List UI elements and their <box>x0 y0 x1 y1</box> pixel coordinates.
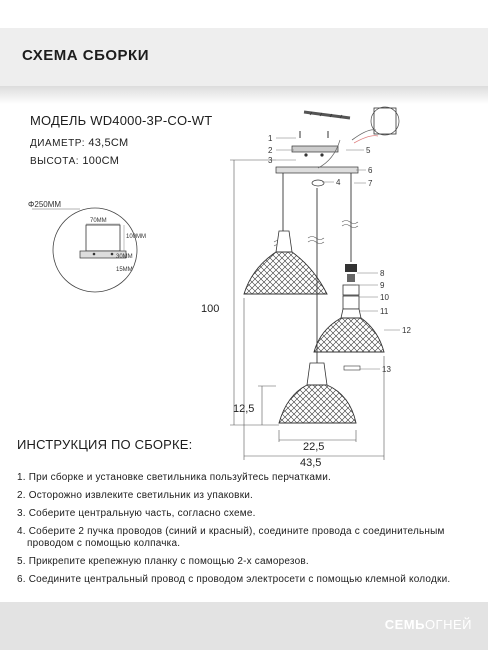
shade-center <box>279 363 356 423</box>
detail-dim-a-label: 30MM <box>116 254 133 260</box>
model-code: WD4000-3P-CO-WT <box>90 113 213 128</box>
instructions-list <box>17 472 450 592</box>
callout-10: 10 <box>380 293 389 302</box>
detail-dim-b-label: 15MM <box>116 267 133 273</box>
brand-logo <box>385 617 472 632</box>
step-6: 6. Соедините центральный провод с проводом электросети с помощью клемной колодки. <box>17 574 451 585</box>
instructions-title: ИНСТРУКЦИЯ ПО СБОРКЕ: <box>17 437 193 452</box>
height-value: 100СМ <box>82 155 120 167</box>
shade-left <box>244 231 327 294</box>
step-1: 1. При сборке и установке светильника пользуйтесь перчатками. <box>17 472 332 483</box>
step-5: 5. Прикрепите крепежную планку с помощью 2-х саморезов. <box>17 556 309 567</box>
shade-right <box>314 264 384 370</box>
diameter-label: ДИАМЕТР: <box>30 138 85 149</box>
ceiling-mount <box>276 107 399 186</box>
callout-11: 11 <box>380 307 389 316</box>
dim-shade-height: 12,5 <box>233 403 255 415</box>
callout-3: 3 <box>268 156 273 165</box>
canopy-detail <box>86 225 120 251</box>
detail-width-label: 70MM <box>90 218 107 224</box>
callout-13: 13 <box>382 365 391 374</box>
callout-12: 12 <box>402 326 411 335</box>
brand-light: ОГНЕЙ <box>424 617 472 632</box>
callout-9: 9 <box>380 281 385 290</box>
detail-diameter-label: Φ250MM <box>28 200 62 209</box>
callout-8: 8 <box>380 269 385 278</box>
detail-height-label: 100MM <box>126 234 147 240</box>
central-cup <box>312 180 324 186</box>
diameter-value: 43,5СМ <box>88 137 129 149</box>
dim-shade-width: 22,5 <box>303 441 325 453</box>
step-4 <box>17 526 450 550</box>
step-3: 3. Соберите центральную часть, согласно схеме. <box>17 508 256 519</box>
height-label: ВЫСОТА: <box>30 156 80 167</box>
step-4-line-2: проводом с помощью колпачка. <box>27 538 181 549</box>
callout-6: 6 <box>368 166 373 175</box>
terminal-block <box>374 108 396 134</box>
callout-4: 4 <box>336 178 341 187</box>
bulb-led <box>344 366 360 370</box>
step-4-line-1: 4. Соберите 2 пучка проводов (синий и красный), соедините провода с соединительным <box>17 526 445 537</box>
step-2: 2. Осторожно извлеките светильник из упаковки. <box>17 490 254 501</box>
callout-7: 7 <box>368 179 373 188</box>
canopy <box>276 167 358 173</box>
dim-height-total: 100 <box>201 303 220 315</box>
mounting-bracket <box>292 146 338 152</box>
callout-5: 5 <box>366 146 371 155</box>
brand-bold: СЕМЬ <box>384 617 425 632</box>
callout-1: 1 <box>268 134 273 143</box>
dim-total-width: 43,5 <box>300 457 322 469</box>
model-label: МОДЕЛЬ <box>30 113 87 128</box>
callout-2: 2 <box>268 146 273 155</box>
detail-view <box>28 200 146 292</box>
page-title: СХЕМА СБОРКИ <box>22 47 149 64</box>
